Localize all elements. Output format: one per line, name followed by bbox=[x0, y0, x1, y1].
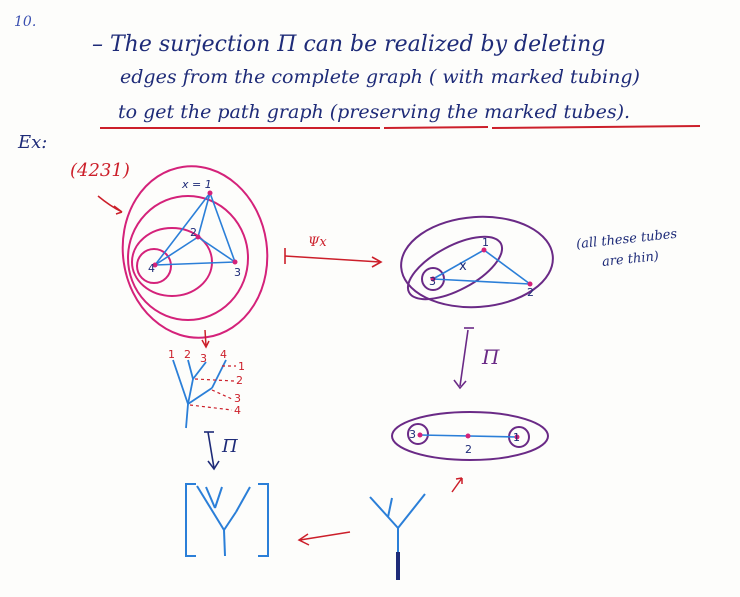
psi-arrow bbox=[285, 248, 381, 267]
kg-node-3: 3 bbox=[234, 266, 241, 279]
middle-graph-edges bbox=[433, 250, 530, 284]
level-4: 4 bbox=[234, 404, 241, 417]
mg-node-1: 1 bbox=[482, 236, 489, 249]
pg-node-3: 3 bbox=[409, 428, 416, 441]
kg-node-2: 2 bbox=[190, 226, 197, 239]
psi-label: Ψx bbox=[308, 235, 327, 250]
thin-note-line-2: are thin) bbox=[601, 249, 660, 270]
text-line-1: – The surjection Π can be realized by deleting bbox=[92, 32, 606, 57]
leaf-1: 1 bbox=[168, 348, 175, 361]
labeled-tree bbox=[173, 360, 226, 428]
level-3: 3 bbox=[234, 392, 241, 405]
kg-node-4: 4 bbox=[148, 262, 155, 275]
tree-to-tree-arrow bbox=[299, 532, 350, 545]
middle-graph-vertices bbox=[431, 248, 533, 287]
leaf-3: 3 bbox=[200, 352, 207, 365]
pg-node-2: 2 bbox=[465, 443, 472, 456]
right-pi-arrow bbox=[454, 328, 474, 388]
level-1: 1 bbox=[238, 360, 245, 373]
pg-node-1: 1 bbox=[513, 431, 520, 444]
middle-mark: x bbox=[459, 259, 467, 274]
leaf-4: 4 bbox=[220, 348, 227, 361]
bracketed-tree bbox=[186, 484, 268, 556]
pi-right: Π bbox=[482, 345, 500, 369]
mg-node-2: 2 bbox=[527, 286, 534, 299]
left-pi-arrow bbox=[204, 432, 219, 469]
text-line-3: to get the path graph (preserving the marked tubes). bbox=[118, 101, 631, 123]
text-line-2: edges from the complete graph ( with marked tubing) bbox=[120, 66, 640, 88]
thin-note-line-1: (all these tubes bbox=[575, 226, 678, 253]
result-tree bbox=[370, 494, 425, 552]
example-label: Ex: bbox=[18, 132, 48, 153]
path-arrow bbox=[452, 478, 462, 492]
level-2: 2 bbox=[236, 374, 243, 387]
pi-left: Π bbox=[222, 436, 238, 457]
x-equals-label: x = 1 bbox=[182, 178, 212, 191]
red-underlines bbox=[100, 126, 700, 128]
mg-node-3: 3 bbox=[429, 275, 436, 288]
perm-arrow bbox=[98, 196, 122, 214]
page-number: 10. bbox=[14, 14, 37, 30]
permutation-label: (4231) bbox=[70, 160, 130, 181]
leaf-2: 2 bbox=[184, 348, 191, 361]
